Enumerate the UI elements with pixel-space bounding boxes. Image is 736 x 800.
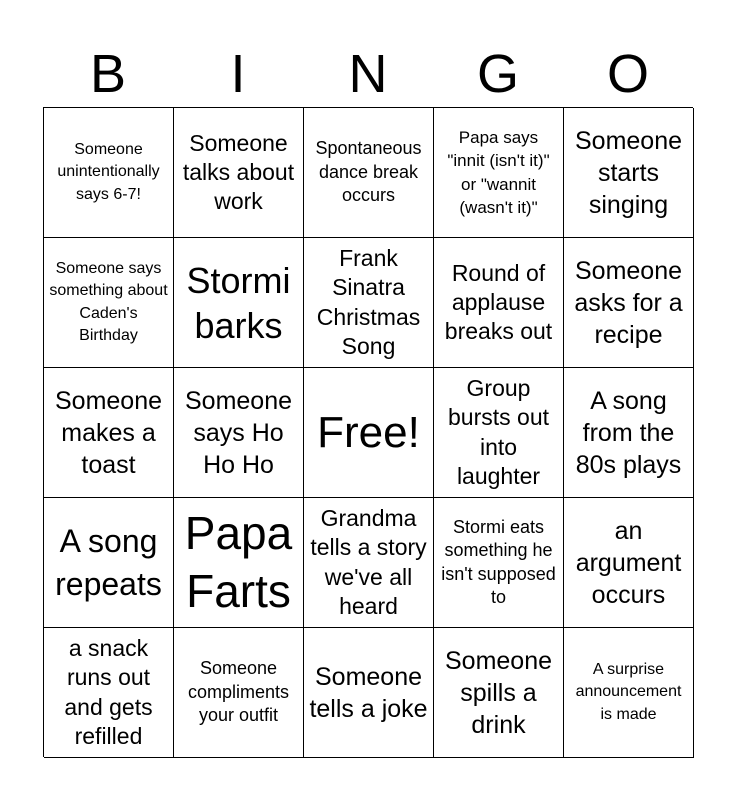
bingo-cell[interactable]: Someone unintentionally says 6-7! <box>44 108 174 238</box>
bingo-cell[interactable]: A surprise announcement is made <box>564 628 694 758</box>
bingo-cell[interactable]: A song from the 80s plays <box>564 368 694 498</box>
bingo-cell[interactable]: Someone asks for a recipe <box>564 238 694 368</box>
bingo-cell[interactable]: a snack runs out and gets refilled <box>44 628 174 758</box>
bingo-cell[interactable]: Frank Sinatra Christmas Song <box>304 238 434 368</box>
bingo-cell[interactable]: Papa says "innit (isn't it)" or "wannit (wasn't it)" <box>434 108 564 238</box>
header-letter-i: I <box>230 44 246 104</box>
bingo-cell[interactable]: Stormi eats something he isn't supposed to <box>434 498 564 628</box>
bingo-cell[interactable]: A song repeats <box>44 498 174 628</box>
bingo-header <box>43 40 693 108</box>
bingo-cell[interactable]: Round of applause breaks out <box>434 238 564 368</box>
header-letter-n: N <box>348 44 388 104</box>
bingo-cell[interactable]: Someone says something about Caden's Birthday <box>44 238 174 368</box>
bingo-cell[interactable]: Group bursts out into laughter <box>434 368 564 498</box>
bingo-cell[interactable]: Someone says Ho Ho Ho <box>174 368 304 498</box>
bingo-cell[interactable]: Someone spills a drink <box>434 628 564 758</box>
bingo-cell[interactable]: Grandma tells a story we've all heard <box>304 498 434 628</box>
header-letter-g: G <box>476 44 519 104</box>
bingo-cell[interactable]: Papa Farts <box>174 498 304 628</box>
bingo-cell[interactable]: Someone tells a joke <box>304 628 434 758</box>
bingo-cell[interactable]: Someone starts singing <box>564 108 694 238</box>
free-space[interactable]: Free! <box>304 368 434 498</box>
bingo-cell[interactable]: Someone makes a toast <box>44 368 174 498</box>
header-letter-o: O <box>606 44 649 104</box>
bingo-cell[interactable]: Someone talks about work <box>174 108 304 238</box>
header-letter-b: B <box>89 44 127 104</box>
bingo-cell[interactable]: Someone compliments your outfit <box>174 628 304 758</box>
bingo-cell[interactable]: Stormi barks <box>174 238 304 368</box>
bingo-cell[interactable]: Spontaneous dance break occurs <box>304 108 434 238</box>
bingo-cell[interactable]: an argument occurs <box>564 498 694 628</box>
bingo-card <box>43 107 693 757</box>
